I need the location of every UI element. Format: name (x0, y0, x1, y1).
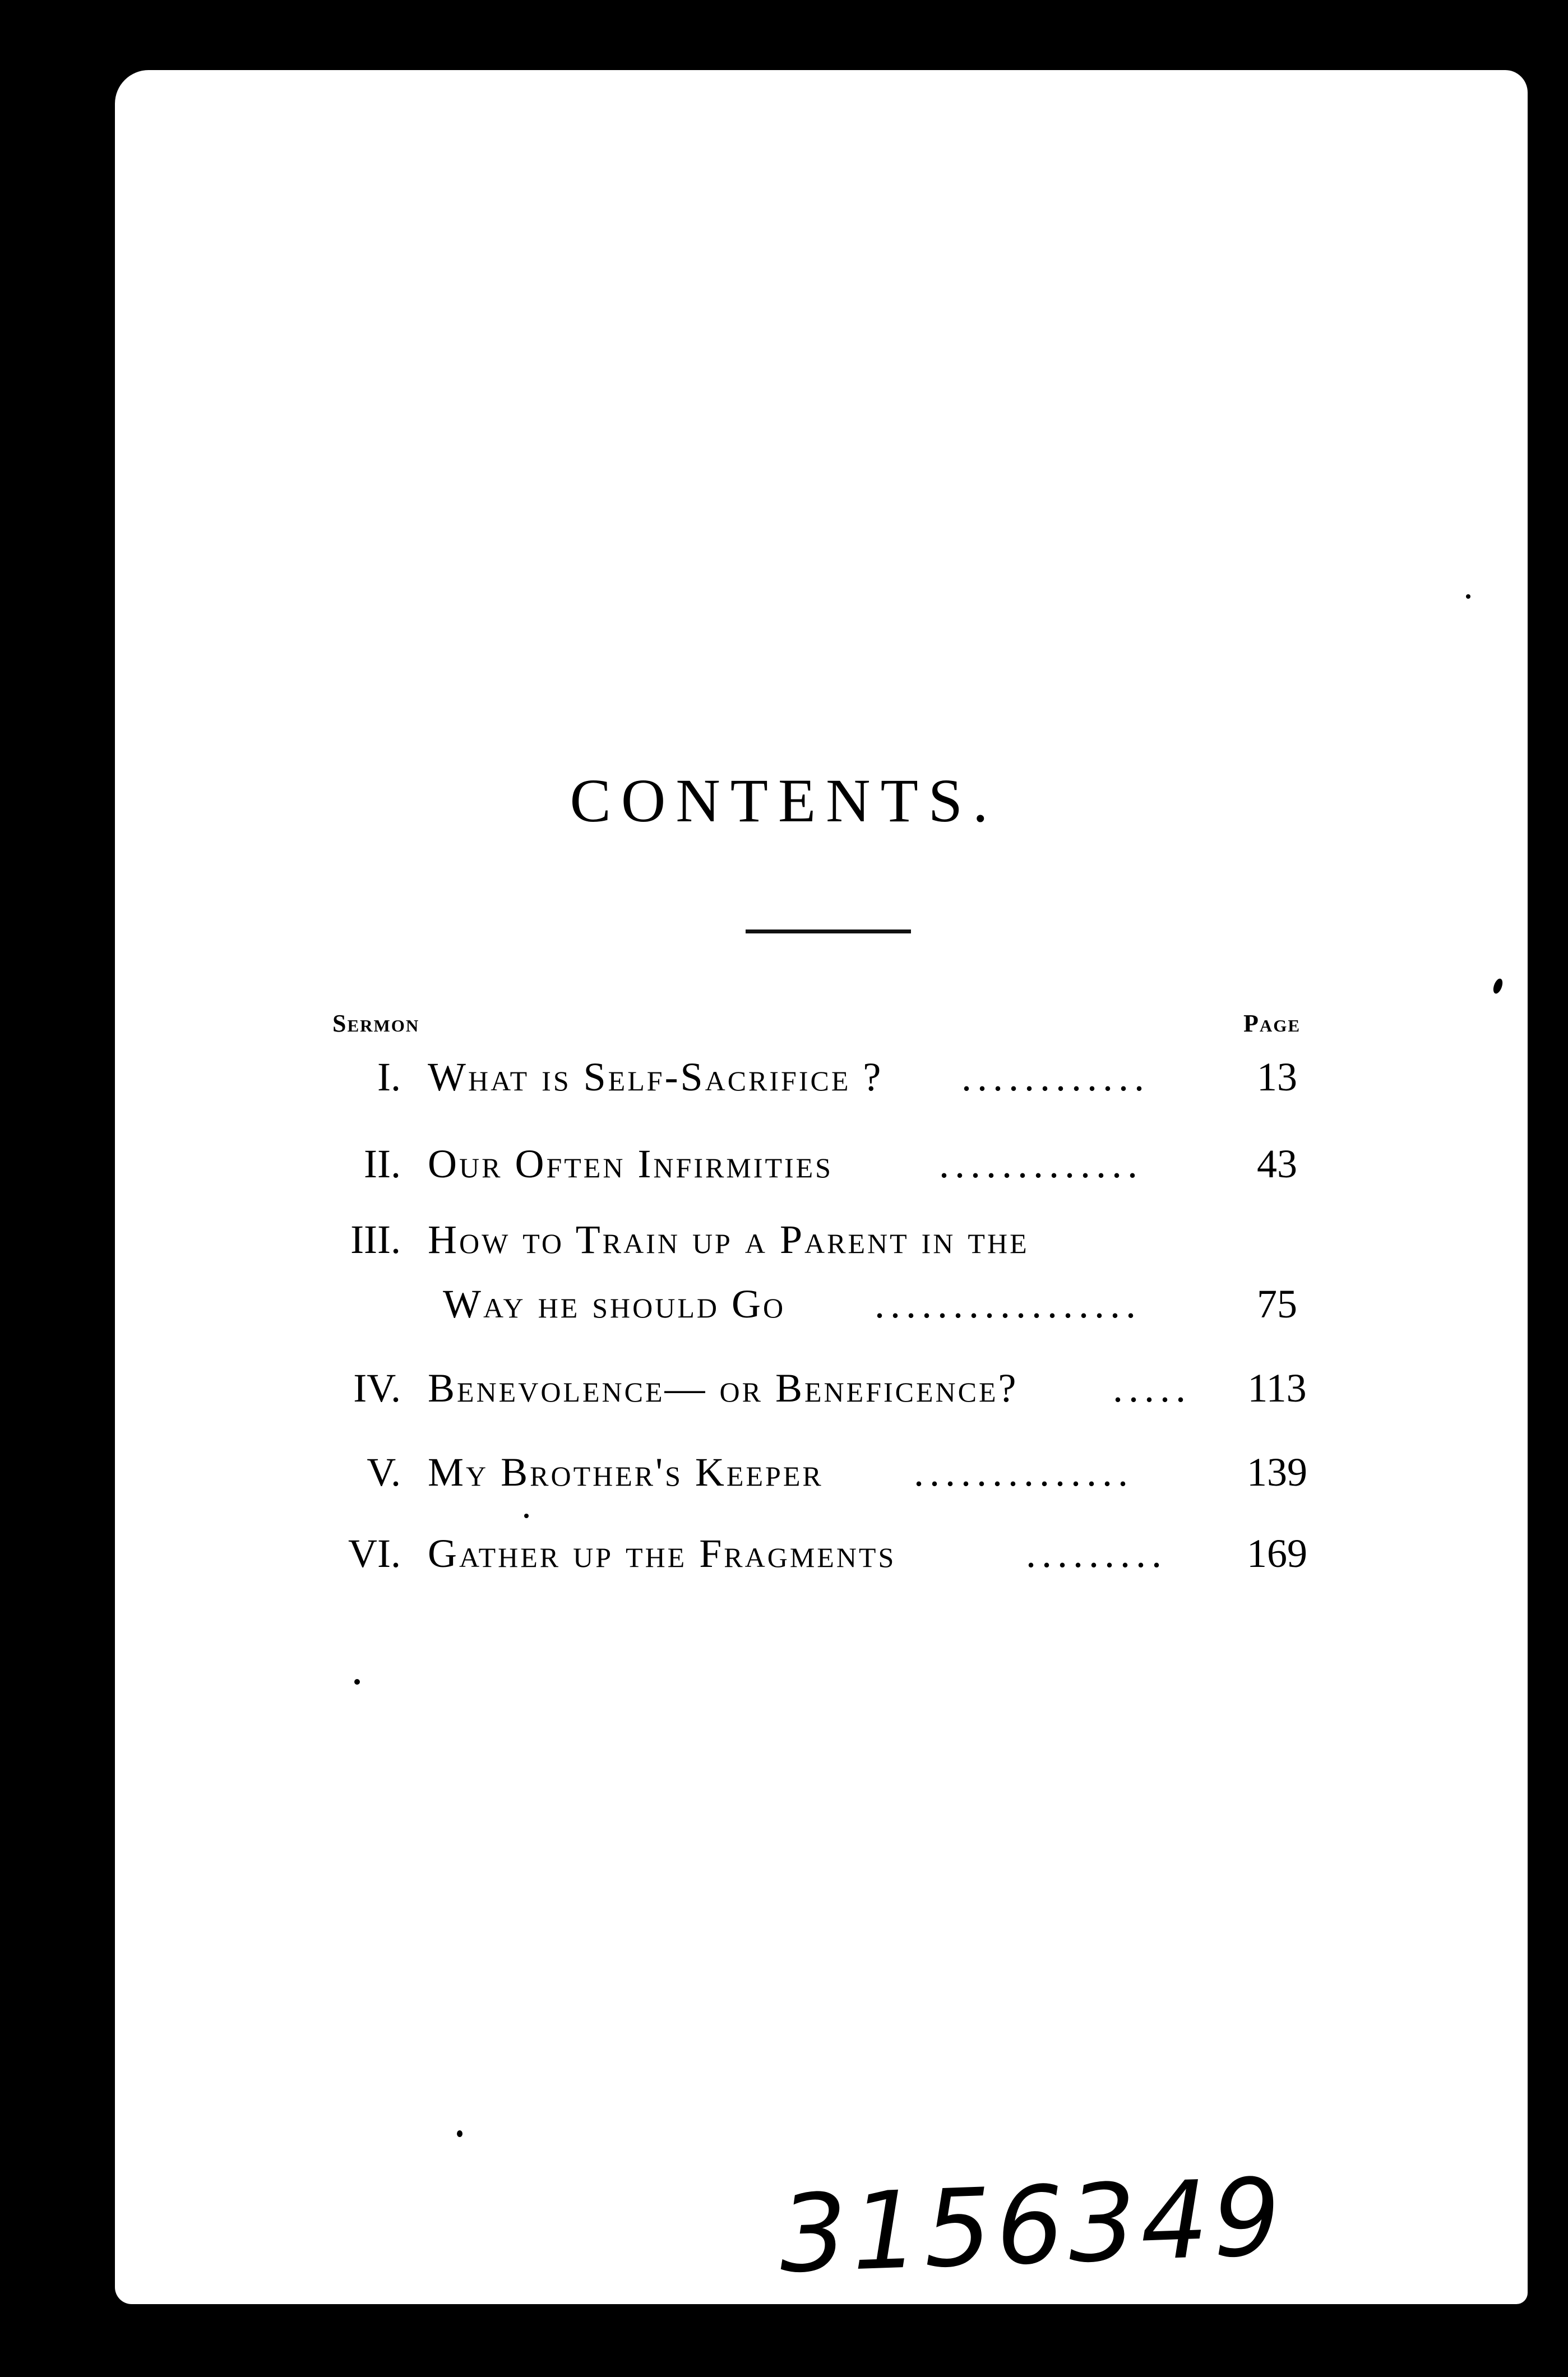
entry-numeral: III. (350, 1217, 401, 1262)
entry-numeral: VI. (348, 1531, 401, 1576)
leader-dots: ................. (875, 1282, 1141, 1326)
entry-title-line2: Way he should Go (443, 1282, 786, 1326)
ink-speck (1466, 594, 1470, 599)
page-column-header: Page (1243, 1010, 1301, 1037)
toc-entry (0, 1217, 1568, 1278)
handwritten-number: 3156349 (777, 2155, 1287, 2297)
entry-numeral: V. (367, 1450, 401, 1495)
leader-dots: ............ (961, 1055, 1150, 1099)
entry-title: Our Often Infirmities (428, 1141, 833, 1186)
entry-page: 13 (1257, 1055, 1297, 1099)
toc-entry (0, 1530, 1568, 1592)
toc-entry (0, 1054, 1568, 1116)
ink-speck (524, 1514, 529, 1518)
entry-page: 139 (1247, 1450, 1307, 1495)
entry-title: Gather up the Fragments (428, 1531, 896, 1576)
leader-dots: ............. (939, 1141, 1143, 1186)
toc-entry (0, 1141, 1568, 1203)
entry-numeral: I. (377, 1055, 401, 1099)
leader-dots: ......... (1026, 1531, 1167, 1576)
page-title: CONTENTS. (570, 766, 998, 835)
entry-numeral: II. (364, 1141, 401, 1186)
ink-speck (354, 1679, 360, 1685)
sermon-column-header: Sermon (332, 1010, 420, 1037)
entry-title: What is Self-Sacrifice ? (428, 1055, 884, 1099)
entry-page: 169 (1247, 1531, 1307, 1576)
entry-page: 43 (1257, 1141, 1297, 1186)
entry-title: How to Train up a Parent in the (428, 1217, 1029, 1262)
title-rule (746, 929, 911, 933)
entry-numeral: IV. (353, 1366, 401, 1411)
entry-page: 75 (1257, 1282, 1297, 1326)
toc-entry (0, 1365, 1568, 1427)
ink-speck (457, 2130, 462, 2137)
toc-entry-continuation (0, 1281, 1568, 1343)
entry-title: Benevolence— or Beneficence? (428, 1366, 1019, 1411)
leader-dots: .............. (914, 1450, 1134, 1495)
leader-dots: ..... (1113, 1366, 1191, 1411)
entry-title: My Brother's Keeper (428, 1450, 824, 1495)
entry-page: 113 (1247, 1366, 1307, 1411)
toc-entry (0, 1449, 1568, 1511)
